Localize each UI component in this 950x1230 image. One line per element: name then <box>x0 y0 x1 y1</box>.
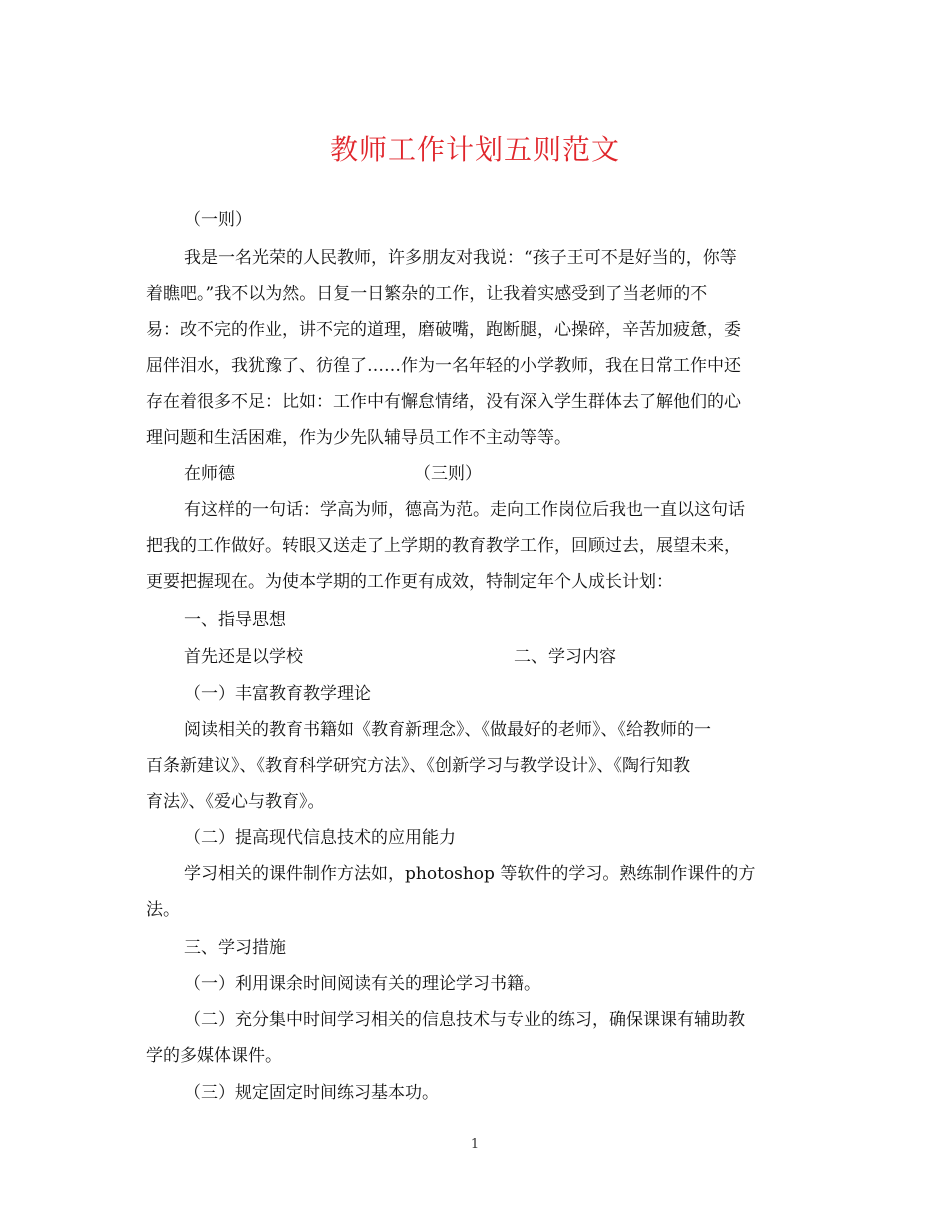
paragraph-line: 把我的工作做好。转眼又送走了上学期的教育教学工作，回顾过去，展望未来， <box>146 536 741 556</box>
paragraph-line: 存在着很多不足：比如：工作中有懈怠情绪，没有深入学生群体去了解他们的心 <box>146 392 741 412</box>
paragraph-line: 百条新建议》、《教育科学研究方法》、《创新学习与教学设计》、《陶行知教 <box>146 756 690 776</box>
heading: 二、学习内容 <box>514 647 616 667</box>
document-title: 教师工作计划五则范文 <box>329 133 620 166</box>
paragraph-line: 法。 <box>146 900 180 920</box>
subheading: （二）提高现代信息技术的应用能力 <box>184 828 456 848</box>
paragraph-line: 首先还是以学校 <box>184 647 303 667</box>
list-item: （一）利用课余时间阅读有关的理论学习书籍。 <box>184 974 541 994</box>
section-heading: （一则） <box>184 210 252 230</box>
paragraph-line: 着瞧吧。”我不以为然。日复一日繁杂的工作，让我着实感受到了当老师的不 <box>146 284 708 304</box>
paragraph-line: 我是一名光荣的人民教师，许多朋友对我说：“孩子王可不是好当的，你等 <box>184 248 737 268</box>
paragraph-line: 易：改不完的作业，讲不完的道理，磨破嘴，跑断腿，心操碎，辛苦加疲惫，委 <box>146 320 741 340</box>
paragraph-line: 理问题和生活困难，作为少先队辅导员工作不主动等等。 <box>146 428 571 448</box>
paragraph-line: 更要把握现在。为使本学期的工作更有成效，特制定年个人成长计划： <box>146 572 673 592</box>
paragraph-line: 学习相关的课件制作方法如，photoshop 等软件的学习。熟练制作课件的方 <box>184 864 756 884</box>
list-item: （三）规定固定时间练习基本功。 <box>184 1083 439 1103</box>
subheading: （一）丰富教育教学理论 <box>184 684 371 704</box>
heading: 一、指导思想 <box>184 610 286 630</box>
section-heading: （三则） <box>414 464 482 484</box>
list-item: （二）充分集中时间学习相关的信息技术与专业的练习，确保课课有辅助教 <box>184 1010 745 1030</box>
heading: 三、学习措施 <box>184 938 286 958</box>
paragraph-line: 学的多媒体课件。 <box>146 1046 282 1066</box>
paragraph-line: 屈伴泪水，我犹豫了、彷徨了……作为一名年轻的小学教师，我在日常工作中还 <box>146 356 741 376</box>
paragraph-line: 育法》、《爱心与教育》。 <box>146 792 325 812</box>
page-number: 1 <box>470 1137 480 1152</box>
paragraph-line: 有这样的一句话：学高为师，德高为范。走向工作岗位后我也一直以这句话 <box>184 500 745 520</box>
paragraph-line: 阅读相关的教育书籍如《教育新理念》、《做最好的老师》、《给教师的一 <box>184 720 711 740</box>
paragraph-line: 在师德 <box>184 464 235 484</box>
